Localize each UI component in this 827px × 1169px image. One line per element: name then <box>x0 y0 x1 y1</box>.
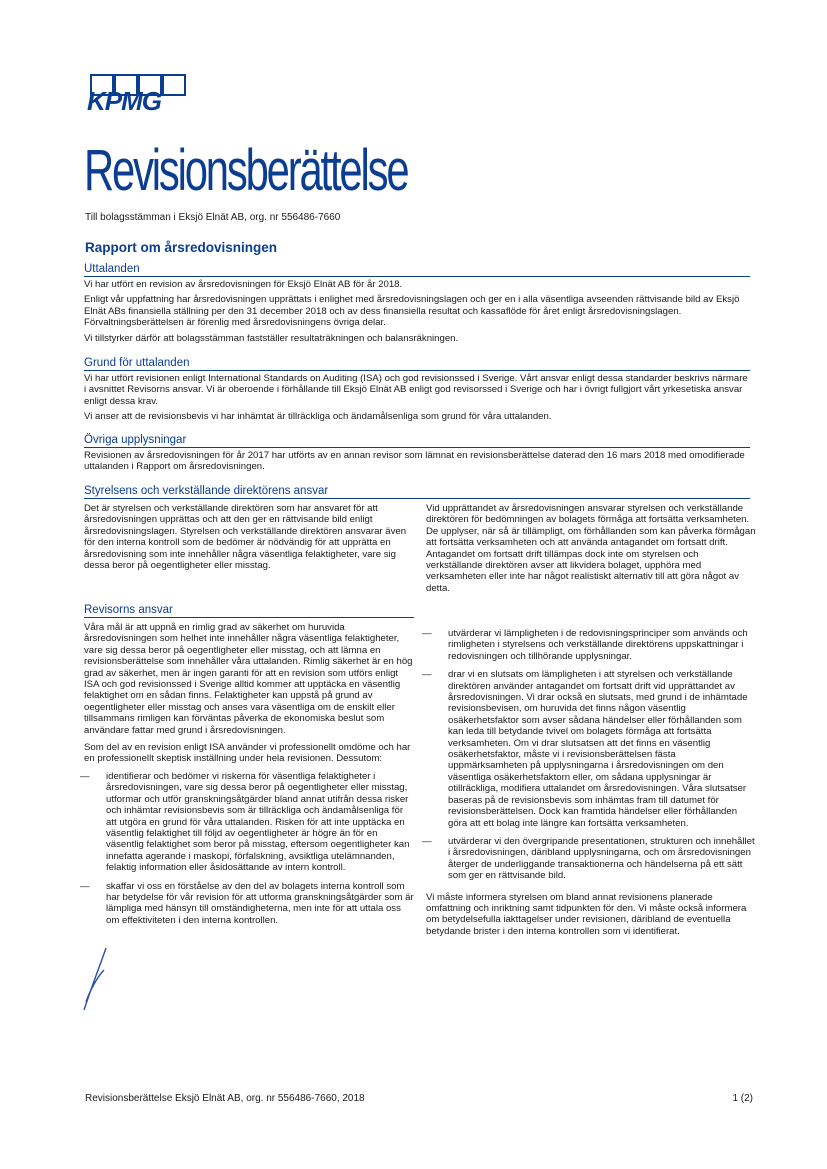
section-styrelsen <box>84 485 750 499</box>
paragraph: Vi tillstyrker därför att bolagsstämman fastställer resultaträkningen och balansräkningen. <box>84 332 459 344</box>
styrelsen-left-text: Det är styrelsen och verkställande direktören som har ansvaret för att årsredovisningen upprättas och att den ger en rättvisande bild enligt årsredovisningslagen. Styrelsen och verkställande direktören ansvarar även för den interna kontroll som de bedömer är nödvändig för att upprätta en årsredovisning som inte innehåller några väsentliga felaktigheter, vare sig dessa beror på oegentligheter eller misstag. <box>84 503 407 572</box>
styrelsen-right-text: Vid upprättandet av årsredovisningen ansvarar styrelsen och verkställande direktören för bedömningen av bolagets förmåga att fortsätta verksamheten. De upplyser, när så är tillämpligt, om förhållanden som kan påverka förmågan att fortsätta verksamheten och att använda antagandet om fortsatt drift. Antagandet om fortsatt drift tillämpas dock inte om styrelsen och verkställande direktören avser att likvidera bolaget, upphöra med verksamheten eller inte har något realistiskt alternativ till att göra något av detta. <box>426 503 756 594</box>
footer-text: Revisionsberättelse Eksjö Elnät AB, org. nr 556486-7660, 2018 <box>85 1093 365 1104</box>
list-item: — utvärderar vi lämpligheten i de redovisningsprinciper som används och rimligheten i styrelsens och verkställande direktörens uppskattningar i redovisningen och tillhörande upplysningar. <box>426 628 756 662</box>
section-ovriga <box>84 434 750 477</box>
section-heading: Övriga upplysningar <box>84 434 750 448</box>
section-grund <box>84 357 750 427</box>
list-item: — identifierar och bedömer vi riskerna för väsentliga felaktigheter i årsredovisningen, vare sig dessa beror på oegentligheter eller misstag, utformar och utför granskningsåtgärder bland annat utifrån dessa risker och inhämtar revisionsbevis som är tillräckliga och ändamålsenliga för att utgöra en grund för våra uttalanden. Risken för att inte upptäcka en väsentlig felaktighet till följd av oegentligheter är högre än för en väsentlig felaktighet som beror på misstag, eftersom oegentligheter kan innefatta agerande i maskopi, förfalskning, avsiktliga utelämnanden, felaktig information eller åsidosättande av intern kontroll. <box>84 771 414 874</box>
addressee: Till bolagsstämman i Eksjö Elnät AB, org. nr 556486-7660 <box>85 212 341 223</box>
signature-mark <box>76 940 116 1020</box>
section-heading: Uttalanden <box>84 263 750 277</box>
paragraph: Vi måste informera styrelsen om bland annat revisionens planerade omfattning och inriktning samt tidpunkten för den. Vi måste också informera om betydelsefulla iakttagelser under revisionen, däribland de eventuella betydande brister i den interna kontrollen som vi identifierat. <box>426 891 747 937</box>
kpmg-logo <box>85 72 195 116</box>
paragraph: Enligt vår uppfattning har årsredovisningen upprättats i enlighet med årsredovisningslagen och ger en i alla väsentliga avseenden rättvisande bild av Eksjö Elnät ABs finansiella ställning per den 31 december 2018 och av dess finansiella resultat och kassaflöde för året enligt årsredovisningslagen. Förvaltningsberättelsen är förenlig med årsredovisningens övriga delar. <box>84 294 740 329</box>
paragraph: Vi anser att de revisionsbevis vi har inhämtat är tillräckliga och ändamålsenliga som grund för våra uttalanden. <box>84 411 552 423</box>
paragraph: Som del av en revision enligt ISA använder vi professionellt omdöme och har en professionellt skeptisk inställning under hela revisionen. Dessutom: <box>84 742 411 765</box>
section-heading: Revisorns ansvar <box>84 604 414 618</box>
paragraph: Vi har utfört revisionen enligt International Standards on Auditing (ISA) och god revisionssed i Sverige. Vårt ansvar enligt dessa standarder beskrivs närmare i avsnittet Revisorns ansvar. Vi är oberoende i förhållande till Eksjö Elnät AB enligt god revisorssed i Sverige och har i övrigt fullgjort vårt yrkesetiska ansvar enligt dessa krav. <box>84 373 748 407</box>
section-revisorns <box>84 604 414 618</box>
section-heading: Styrelsens och verkställande direktörens ansvar <box>84 485 750 499</box>
revisorns-right <box>426 628 756 943</box>
revisorns-left <box>84 622 414 933</box>
paragraph: Våra mål är att uppnå en rimlig grad av säkerhet om huruvida årsredovisningen som helhet inte innehåller några väsentliga felaktigheter, vare sig dessa beror på oegentligheter eller misstag, och att lämna en revisionsberättelse som innehåller våra uttalanden. Rimlig säkerhet är en hög grad av säkerhet, men är ingen garanti för att en revision som utförs enligt ISA och god revisionssed i Sverige alltid kommer att upptäcka en väsentlig felaktighet om en sådan finns. Felaktigheter kan uppstå på grund av oegentligheter eller misstag och anses vara väsentliga om de enskilt eller tillsammans rimligen kan förväntas påverka de ekonomiska beslut som användare fattar med grund i årsredovisningen. <box>84 622 413 736</box>
page-number: 1 (2) <box>732 1093 753 1104</box>
list-item: — skaffar vi oss en förståelse av den del av bolagets interna kontroll som har betydelse för vår revision för att utforma granskningsåtgärder som är lämpliga med hänsyn till omständigheterna, men inte för att uttala oss om effektiviteten i den interna kontrollen. <box>84 881 414 927</box>
list-item: — utvärderar vi den övergripande presentationen, strukturen och innehållet i årsredovisningen, däribland upplysningarna, och om årsredovisningen återger de underliggande transaktionerna och händelserna på ett sätt som ger en rättvisande bild. <box>426 836 756 882</box>
report-title: Rapport om årsredovisningen <box>85 240 278 255</box>
paragraph: Vi har utfört en revision av årsredovisningen för Eksjö Elnät AB för år 2018. <box>84 279 403 290</box>
section-heading: Grund för uttalanden <box>84 357 750 371</box>
svg-text:KPMG: KPMG <box>87 86 161 116</box>
list-item: — drar vi en slutsats om lämpligheten i att styrelsen och verkställande direktören använder antagandet om fortsatt drift vid upprättandet av årsredovisningen. Vi drar också en slutsats, med grund i de inhämtade revisionsbevisen, om huruvida det finns någon väsentlig osäkerhetsfaktor som avser sådana händelser eller förhållanden som kan leda till betydande tvivel om bolagets förmåga att fortsätta verksamheten. Om vi drar slutsatsen att det finns en väsentlig osäkerhetsfaktor, måste vi i revisionsberättelsen fästa uppmärksamheten på upplysningarna i årsredovisningen om den väsentliga osäkerhetsfaktorn eller, om sådana upplysningar är otillräckliga, modifiera uttalandet om årsredovisningen. Våra slutsatser baseras på de revisionsbevis som inhämtas fram till datumet för revisionsberättelsen. Dock kan framtida händelser eller förhållanden göra att ett bolag inte längre kan fortsätta verksamheten. <box>426 669 756 829</box>
section-uttalanden <box>84 263 750 348</box>
paragraph: Revisionen av årsredovisningen för år 2017 har utförts av en annan revisor som lämnat en revisionsberättelse daterad den 16 mars 2018 med omodifierade uttalanden i Rapport om årsredovisningen. <box>84 450 745 473</box>
document-title: Revisionsberättelse <box>84 138 408 203</box>
